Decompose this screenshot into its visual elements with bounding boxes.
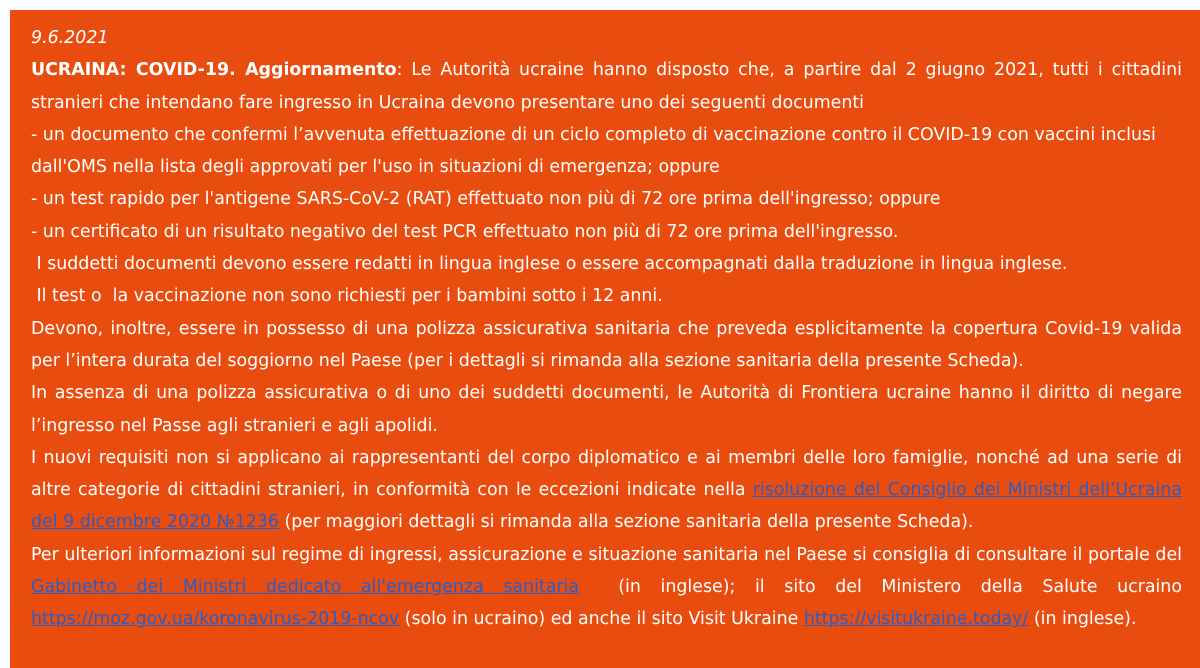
info-text-3: (solo in ucraino) ed anche il sito Visit Ukraine	[399, 609, 804, 630]
bullet-pcr-test: - un certificato di un risultato negativo del test PCR effettuato non più di 72 ore prima dell'ingresso.	[31, 221, 899, 242]
health-ministry-link[interactable]: https://moz.gov.ua/koronavirus-2019-ncov	[31, 609, 400, 630]
info-text: Per ulteriori informazioni sul regime di ingressi, assicurazione e situazione sanitaria nel Paese si consiglia di consultare il portale del	[31, 544, 1188, 565]
language-note: I suddetti documenti devono essere redatti in lingua inglese o essere accompagnati dalla traduzione in lingua inglese.	[31, 254, 1068, 275]
insurance-paragraph: Devono, inoltre, essere in possesso di una polizza assicurativa sanitaria che preveda esplicitamente la copertura Covid-19 valida per l’intera durata del soggiorno nel Paese (per i dettagli si rimanda alla sezione sanitaria della presente Scheda).	[31, 318, 1182, 371]
children-note: Il test o la vaccinazione non sono richiesti per i bambini sotto i 12 anni.	[31, 286, 663, 307]
exceptions-text: I nuovi requisiti non si applicano ai rappresentanti del corpo diplomatico e ai membri delle loro famiglie, nonché ad una serie di altre categorie di cittadini stranieri, in conformità con le eccezioni indicate nella	[31, 447, 1182, 501]
info-text-2: (in inglese); il sito del Ministero della Salute ucraino	[579, 577, 1194, 598]
resolution-link[interactable]: risoluzione del Consiglio dei Ministri dell’Ucraina del 9 dicembre 2020 №1236	[31, 480, 1182, 533]
intro-paragraph	[31, 54, 1182, 119]
denial-paragraph: In assenza di una polizza assicurativa o di uno dei suddetti documenti, le Autorità di Frontiera ucraine hanno il diritto di negare l’ingresso nel Passe agli stranieri e agli apolidi.	[31, 383, 1182, 436]
info-text-4: (in inglese).	[1028, 609, 1137, 630]
intro-text: : Le Autorità ucraine hanno disposto che, a partire dal 2 giugno 2021, tutti i cittadini stranieri che intendano fare ingresso in Ucraina devono presentare uno dei seguenti documenti	[31, 60, 1182, 113]
exceptions-paragraph	[31, 442, 1182, 539]
visit-ukraine-link[interactable]: https://visitukraine.today/	[803, 609, 1029, 630]
exceptions-text-end: (per maggiori dettagli si rimanda alla sezione sanitaria della presente Scheda).	[278, 512, 974, 533]
notice-date: 9.6.2021	[31, 28, 109, 48]
cabinet-ministers-link[interactable]: Gabinetto dei Ministri dedicato all'emergenza sanitaria	[31, 577, 580, 598]
info-paragraph	[31, 539, 1194, 636]
covid-notice-panel	[10, 10, 1200, 668]
bullet-rapid-test: - un test rapido per l'antigene SARS-CoV-2 (RAT) effettuato non più di 72 ore prima dell'ingresso; oppure	[31, 189, 941, 210]
notice-heading: UCRAINA: COVID-19. Aggiornamento	[31, 60, 397, 81]
bullet-vaccination: - un documento che confermi l’avvenuta effettuazione di un ciclo completo di vaccinazione contro il COVID-19 con vaccini inclusi dall'OMS nella lista degli approvati per l'uso in situazioni di emergenza; oppure	[31, 124, 1156, 178]
